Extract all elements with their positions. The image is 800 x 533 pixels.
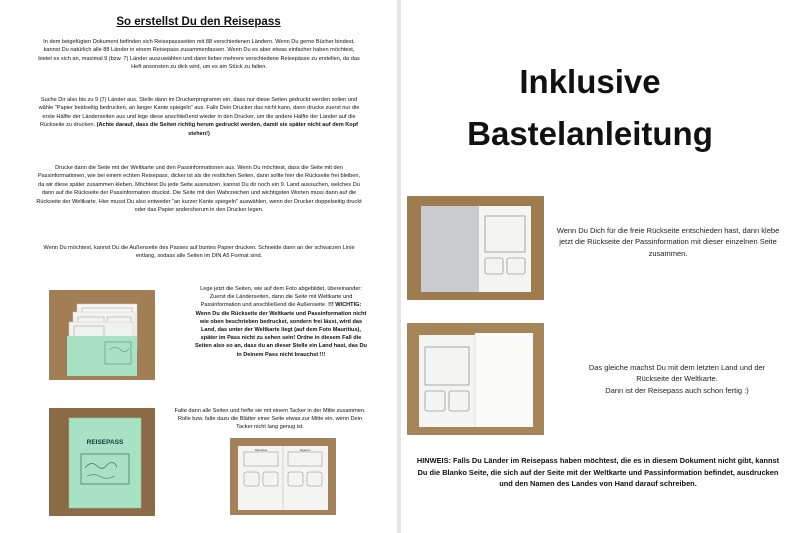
photo-passport-cover: [49, 408, 155, 516]
paragraph-2-text: Suche Dir also bis zu 9 (7) Länder aus. Stelle dann im Druckerprogramm ein, dass nur diese Seiten gedruckt werden sollen und wähle "Papier beidseitig bedrucken, an langer Kante spiegeln" aus. Falls Dein Drucker das nicht kann, dann drucke zuerst nur die erste Hälfte der Länderseiten aus und lege diese anschließend wieder in den Drucker, um die andere Hälfte der Länder auf die Rückseite zu drucken.: [38, 97, 360, 129]
glue-blank-page-illustration: [407, 196, 544, 300]
passport-cover-illustration: [49, 408, 155, 516]
paragraph-3: Drucke dann die Seite mit der Weltkarte und den Passinformationen aus. Wenn Du möchtest, dass die Seite mit den Passinformationen, wie bei einem echten Reisepass, dicker ist als die restlichen Seiten, dann sollte hier die Rückseite frei bleiben, da wir diese später zusammen kleben. Möchtest Du jede Seite ausnutzen, kannst Du dir noch ein 9. Land aussuchen, welches Du dann auf die Rückseite der Passinformation druckst. Die Seite mit den Wahrzeichen und wichtigsten Worten muss dann auf die Rückseite der Weltkarte. Hier musst Du also entweder "an kurzer Kante spiegeln" auswählen, wenn der Drucker doppelseitig druckt oder das Papier andersherum in den Drucker legen.: [36, 165, 362, 214]
final-step-text: [577, 362, 777, 396]
photo-open-booklet: [230, 438, 336, 515]
paragraph-1: In dem beigefügten Dokument befinden sich Reisepassseiten mit 88 verschiedenen Ländern. Wenn Du gerne Bücher bindest, kannst Du natürlich alle 88 Länder in einem Reisepass zusammenfassen. Wenn Du es aber etwas einfacher haben möchtest, bietet es sich an, maximal 9 (bzw. 7) Länder auszuwählen und dann lieber mehrere verschiedene Reisepässe zu erstellen, da das Heft ansonsten zu dick wird, um es am Stück zu falten.: [38, 39, 360, 71]
photo-glue-blank-page: [407, 196, 544, 300]
paragraph-2-warning: (Achte darauf, dass die Seiten richtig herum gedruckt werden, damit sie später nicht auf dem Kopf stehen!): [96, 122, 358, 137]
open-booklet-illustration: [230, 438, 336, 515]
photo-final-booklet: [407, 323, 544, 435]
caption-folding: Falte dann alle Seiten und hefte sie mit einem Tacker in der Mitte zusammen. Rolle bzw. falte dazu die Blätter einer Seite etwas zur Mitte ein, wenn Dein Tacker nicht lang genug ist.: [174, 408, 366, 431]
glue-instruction-text: Wenn Du Dich für die freie Rückseite entschieden hast, dann klebe jetzt die Rückseite der Passinformation mit dieser einzelnen Seite zusammen.: [556, 226, 780, 258]
caption-stacking-warning: !!! WICHTIG: Wenn Du die Rückseite der Weltkarte und Passinformation nicht wie oben beschrieben bedruckst, sondern frei lässt, wird das Land, das unter der Weltkarte liegt (auf dem Foto Mauritius), später im Pass nicht zu sehen sein! Ordne in diesem Fall die Seiten also so an, dass du an dieser Stelle ein Land hast, das Du in Deinem Pass nicht brauchst !!!: [195, 302, 367, 358]
headline-line-1: Inklusive: [519, 63, 661, 100]
headline-line-2: Bastelanleitung: [467, 115, 713, 152]
final-step-line-1: Das gleiche machst Du mit dem letzten Land und der Rückseite der Weltkarte.: [588, 363, 766, 384]
hint-text: HINWEIS: Falls Du Länder im Reisepass haben möchtest, die es in diesem Dokument nicht gibt, kannst Du die Blanko Seite, die sich auf der Seite mit der Weltkarte und Passinformation befindet, ausdrucken und den Namen des Landes von Hand darauf schreiben.: [416, 456, 780, 489]
headline: [420, 56, 760, 160]
stacked-pages-illustration: [49, 290, 155, 380]
instruction-page-left: [0, 0, 397, 533]
caption-stacking-text: Lege jetzt die Seiten, wie auf dem Foto abgebildet, übereinander: Zuerst die Länderseiten, dann die Seite mit Weltkarte und Passinformation und anschließend die Außenseite.: [200, 286, 362, 309]
page-title: So erstellst Du den Reisepass: [116, 16, 281, 28]
paragraph-2: [36, 96, 362, 138]
photo-stacked-pages: [49, 290, 155, 380]
booklet-page-label-2: Algerien: [299, 448, 311, 452]
final-step-line-2: Dann ist der Reisepass auch schon fertig :): [605, 385, 749, 395]
final-booklet-illustration: [407, 323, 544, 435]
booklet-cover-label: REISEPASS: [86, 439, 124, 446]
caption-stacking: [193, 285, 369, 359]
paragraph-4: Wenn Du möchtest, kannst Du die Außenseite des Passes auf buntes Papier drucken. Schneide dann an der schwarzen Linie entlang, sodass alle Seiten im DIN A5 Format sind.: [43, 245, 355, 260]
booklet-page-label: Mauritius: [254, 448, 268, 452]
